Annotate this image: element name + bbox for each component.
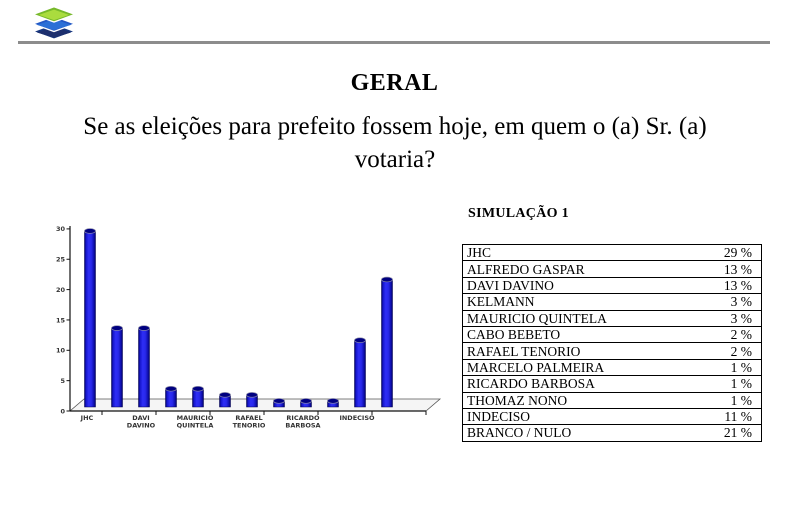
bar-cap <box>247 392 258 397</box>
table-row <box>463 376 762 392</box>
candidate-percent: 1 % <box>688 359 762 375</box>
candidate-percent: 1 % <box>688 392 762 408</box>
bar-cap <box>85 229 96 234</box>
x-axis-label: RAFAEL TENORIO <box>232 414 266 430</box>
y-tick-label: 5 <box>60 376 65 385</box>
candidate-name: JHC <box>463 245 689 261</box>
candidate-percent: 29 % <box>688 245 762 261</box>
bar-cap <box>166 386 177 391</box>
candidate-percent: 11 % <box>688 408 762 424</box>
results-table <box>462 244 762 442</box>
x-axis-label: MAURICIO QUINTELA <box>176 414 214 430</box>
table-row <box>463 245 762 261</box>
bar <box>355 340 366 407</box>
layers-logo-icon <box>28 3 80 41</box>
table-row <box>463 310 762 326</box>
candidate-name: BRANCO / NULO <box>463 425 689 441</box>
candidate-name: RICARDO BARBOSA <box>463 376 689 392</box>
bar <box>85 231 96 407</box>
x-axis-label: RICARDO BARBOSA <box>285 414 321 430</box>
bar-cap <box>301 399 312 404</box>
candidate-name: RAFAEL TENORIO <box>463 343 689 359</box>
x-axis-label: INDECISO <box>339 414 375 422</box>
candidate-name: THOMAZ NONO <box>463 392 689 408</box>
bar <box>139 328 150 407</box>
candidate-percent: 13 % <box>688 261 762 277</box>
candidate-name: ALFREDO GASPAR <box>463 261 689 277</box>
bar <box>112 328 123 407</box>
bar-cap <box>328 399 339 404</box>
table-row <box>463 359 762 375</box>
candidate-name: MARCELO PALMEIRA <box>463 359 689 375</box>
candidate-name: DAVI DAVINO <box>463 277 689 293</box>
y-tick-label: 20 <box>55 285 65 294</box>
survey-question-line1: Se as eleições para prefeito fossem hoje, em quem o (a) Sr. (a) <box>83 113 707 140</box>
simulation-table-body <box>463 245 762 442</box>
x-axis-label: DAVI DAVINO <box>126 414 156 430</box>
x-axis-label: JHC <box>80 414 94 422</box>
table-row <box>463 326 762 342</box>
bar-cap <box>382 277 393 282</box>
table-row <box>463 392 762 408</box>
candidate-percent: 13 % <box>688 277 762 293</box>
survey-question-line2: votaria? <box>354 146 436 173</box>
candidate-name: MAURICIO QUINTELA <box>463 310 689 326</box>
candidate-percent: 2 % <box>688 326 762 342</box>
bar-cap <box>112 326 123 331</box>
table-row <box>463 294 762 310</box>
candidate-percent: 21 % <box>688 425 762 441</box>
survey-question <box>35 110 755 176</box>
bar-chart-svg <box>30 208 450 448</box>
header-divider <box>18 41 770 44</box>
table-row <box>463 277 762 293</box>
bar-cap <box>274 399 285 404</box>
candidate-percent: 1 % <box>688 376 762 392</box>
y-tick-label: 30 <box>55 225 65 234</box>
y-tick-label: 0 <box>60 407 65 416</box>
candidate-name: KELMANN <box>463 294 689 310</box>
candidate-percent: 3 % <box>688 310 762 326</box>
bar-chart-container <box>30 208 450 448</box>
table-row <box>463 343 762 359</box>
simulation-title: SIMULAÇÃO 1 <box>468 206 569 221</box>
table-row <box>463 261 762 277</box>
y-tick-label: 10 <box>55 346 65 355</box>
bar-cap <box>193 386 204 391</box>
bar-cap <box>355 338 366 343</box>
candidate-name: INDECISO <box>463 408 689 424</box>
bar-cap <box>220 392 231 397</box>
candidate-percent: 2 % <box>688 343 762 359</box>
table-row <box>463 408 762 424</box>
candidate-name: CABO BEBETO <box>463 326 689 342</box>
table-row <box>463 425 762 441</box>
bar-cap <box>139 326 150 331</box>
bar <box>382 280 393 407</box>
y-tick-label: 25 <box>55 255 65 264</box>
candidate-percent: 3 % <box>688 294 762 310</box>
y-tick-label: 15 <box>55 316 65 325</box>
page-title: GERAL <box>350 70 439 96</box>
